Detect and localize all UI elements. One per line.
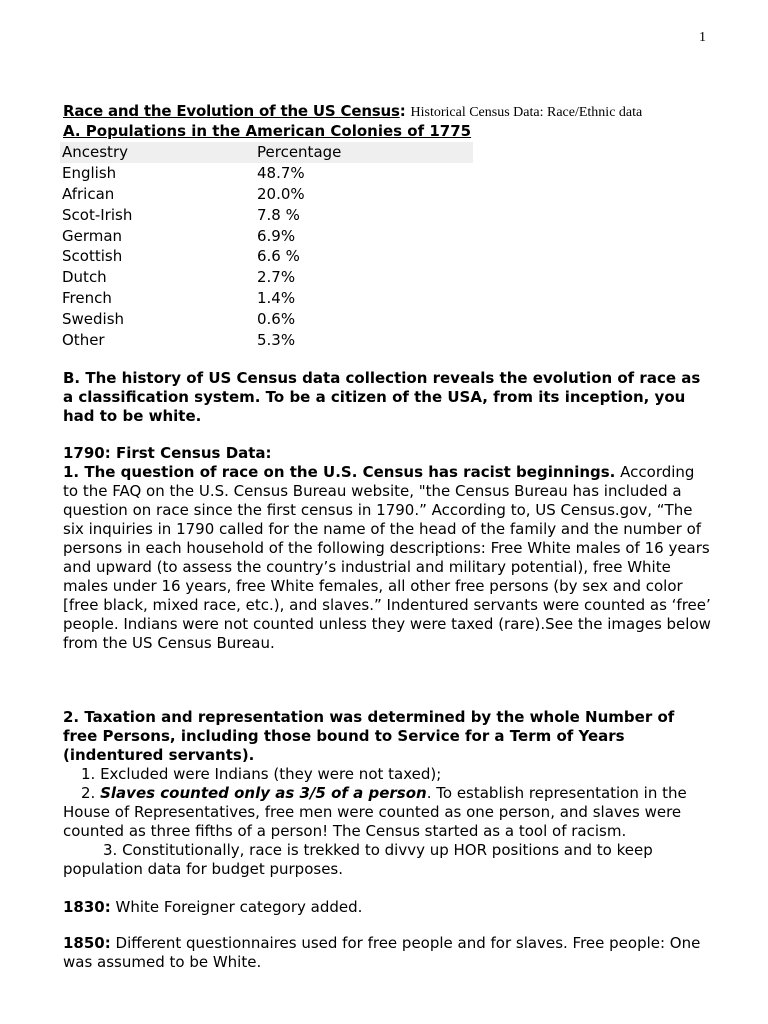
section-a-heading: A. Populations in the American Colonies of 1775 — [63, 122, 472, 140]
percentage-cell: 7.8 % — [257, 205, 300, 224]
table-row — [60, 246, 473, 267]
percentage-cell: 6.9% — [257, 226, 296, 245]
census-1790-heading: 1790: First Census Data: — [63, 444, 272, 462]
column-header-ancestry: Ancestry — [62, 143, 128, 162]
table-row — [60, 288, 473, 309]
document-title-line — [63, 102, 753, 121]
table-row — [60, 204, 473, 225]
ancestry-cell: French — [62, 288, 112, 307]
percentage-cell: 0.6% — [257, 309, 296, 328]
table-row — [60, 225, 473, 246]
table-row — [60, 184, 473, 205]
table-row — [60, 267, 473, 288]
ancestry-cell: Dutch — [62, 268, 107, 287]
document-title: Race and the Evolution of the US Census — [63, 102, 400, 120]
percentage-cell: 48.7% — [257, 164, 305, 183]
table-header-row — [60, 142, 473, 163]
title-colon: : — [399, 102, 406, 120]
section-b-paragraph: B. The history of US Census data collection reveals the evolution of race as a classification system. To be a citizen of the USA, from its inception, you had to be white. — [63, 369, 701, 425]
ancestry-cell: Swedish — [62, 309, 125, 328]
census-1850-line — [63, 934, 713, 972]
census-1790-section — [63, 444, 713, 653]
point2-item-3 — [63, 841, 713, 879]
percentage-cell: 1.4% — [257, 288, 296, 307]
point2-section — [63, 708, 713, 879]
census-1850-year: 1850: — [63, 934, 111, 952]
ancestry-cell: Scot-Irish — [62, 205, 133, 224]
percentage-cell: 2.7% — [257, 268, 296, 287]
point2-item-1: 1. Excluded were Indians (they were not taxed); — [81, 765, 442, 783]
ancestry-table — [60, 142, 473, 350]
table-row — [60, 329, 473, 350]
point2-heading: 2. Taxation and representation was determined by the whole Number of free Persons, including those bound to Service for a Term of Years (indentured servants). — [63, 708, 675, 764]
point2-item-2-emphasis: Slaves counted only as 3/5 of a person — [100, 784, 427, 802]
point2-item-2-text: . To establish representation in the House of Representatives, free men were counted as one person, and slaves were counted as three fifths of a person! The Census started as a tool of racism. — [63, 784, 687, 840]
ancestry-cell: English — [62, 164, 117, 183]
ancestry-cell: African — [62, 184, 115, 203]
point1-text: According to the FAQ on the U.S. Census Bureau website, "the Census Bureau has included a question on race since the first census in 1790.” According to, US Census.gov, “The six inquiries in 1790 called for the name of the head of the family and the number of persons in each household of the following descriptions: Free White males of 16 years and upward (to assess the country’s industrial and military potential), free White males under 16 years, free White females, all other free persons (by sex and color [free black, mixed race, etc.), and slaves.” Indentured servants were counted as ‘free’ people. Indians were not counted unless they were taxed (rare).See the images below from the US Census Bureau. — [63, 463, 711, 652]
ancestry-cell: German — [62, 226, 123, 245]
census-1790-paragraph — [63, 463, 713, 653]
percentage-cell: 20.0% — [257, 184, 305, 203]
document-subtitle: Historical Census Data: Race/Ethnic data — [410, 105, 643, 120]
ancestry-cell: Scottish — [62, 247, 123, 266]
table-row — [60, 163, 473, 184]
census-1830-year: 1830: — [63, 898, 111, 916]
percentage-cell: 6.6 % — [257, 247, 300, 266]
census-1830-text: White Foreigner category added. — [110, 898, 363, 916]
point2-item-3-text: 3. Constitutionally, race is trekked to divvy up HOR positions and to keep population data for budget purposes. — [63, 841, 653, 878]
percentage-cell: 5.3% — [257, 330, 296, 349]
page-number: 1 — [699, 30, 706, 45]
census-1850-text: Different questionnaires used for free people and for slaves. Free people: One was assumed to be White. — [63, 934, 701, 971]
census-1830-line — [63, 898, 713, 917]
column-header-percentage: Percentage — [257, 143, 342, 162]
table-row — [60, 308, 473, 329]
point1-heading: 1. The question of race on the U.S. Census has racist beginnings. — [63, 463, 616, 481]
point2-item-2-number: 2. — [81, 784, 101, 802]
ancestry-cell: Other — [62, 330, 105, 349]
point2-item-2 — [63, 784, 713, 841]
